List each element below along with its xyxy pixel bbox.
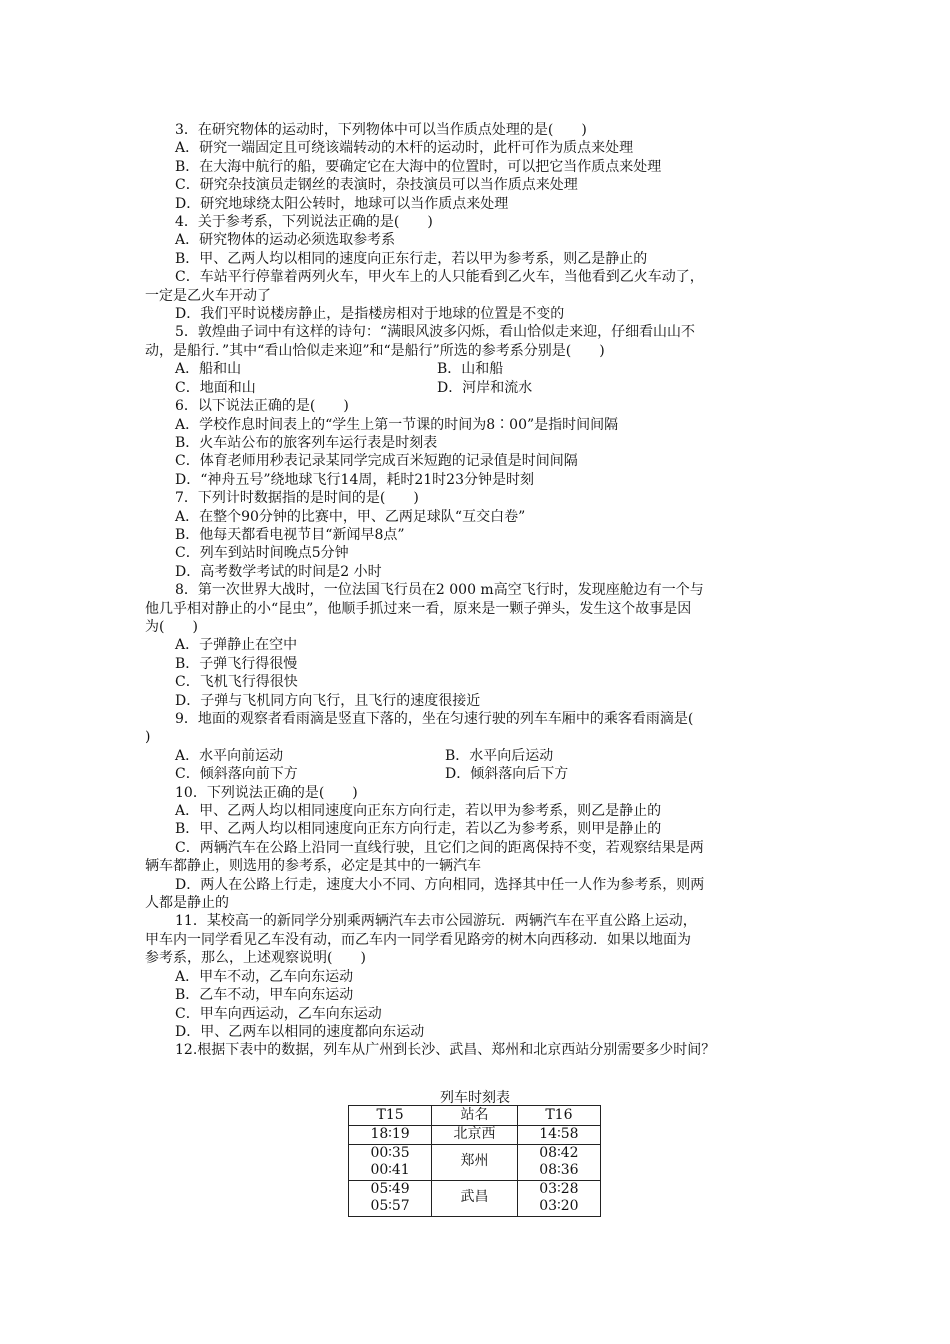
question-3-option-a: A．研究一端固定且可绕该端转动的木杆的运动时，此杆可作为质点来处理: [175, 140, 634, 157]
question-9-option-a: A．水平向前运动: [175, 747, 284, 764]
t15-arrival: 05∶49: [370, 1180, 410, 1197]
timetable-title: 列车时刻表: [440, 1090, 510, 1106]
t16-departure: 08∶36: [539, 1162, 579, 1178]
question-4-option-d: D．我们平时说楼房静止，是指楼房相对于地球的位置是不变的: [175, 306, 565, 323]
header-t16: T16: [517, 1106, 600, 1126]
question-10-option-d-line2: 人都是静止的: [145, 895, 229, 912]
question-3-stem: 3．在研究物体的运动时，下列物体中可以当作质点处理的是( ): [175, 122, 587, 138]
t16-times: [517, 1180, 600, 1216]
question-11-stem-line3: 参考系，那么，上述观察说明( ): [145, 950, 366, 967]
question-8-option-d: D．子弹与飞机同方向飞行，且飞行的速度很接近: [175, 692, 481, 709]
t16-time: 14∶58: [517, 1126, 600, 1145]
timetable-row-wuchang: [349, 1180, 601, 1216]
question-12-stem: 12.根据下表中的数据，列车从广州到长沙、武昌、郑州和北京西站分别需要多少时间？: [175, 1042, 716, 1059]
question-6-option-d: D．“神舟五号”绕地球飞行14周，耗时21时23分钟是时刻: [175, 471, 534, 488]
question-8-stem-line2: 他几乎相对静止的小“昆虫”，他顺手抓过来一看，原来是一颗子弹头，发生这个故事是因: [145, 600, 692, 617]
question-7-option-b: B．他每天都看电视节目“新闻早8点”: [175, 526, 405, 543]
question-11-option-d: D．甲、乙两车以相同的速度都向东运动: [175, 1023, 425, 1040]
question-3-option-b: B．在大海中航行的船，要确定它在大海中的位置时，可以把它当作质点来处理: [175, 158, 662, 175]
question-8-option-a: A．子弹静止在空中: [175, 637, 298, 654]
question-8-option-c: C．飞机飞行得很快: [175, 674, 298, 691]
question-8-stem-line1: 8．第一次世界大战时，一位法国飞行员在2 000 m高空飞行时，发现座舱边有一个与: [175, 582, 704, 599]
question-11-option-c: C．甲车向西运动，乙车向东运动: [175, 1005, 382, 1022]
document-body: [145, 121, 820, 1060]
question-7-stem: 7．下列计时数据指的是时间的是( ): [175, 490, 419, 507]
question-5-option-c: C．地面和山: [175, 379, 256, 396]
header-t15: T15: [349, 1106, 432, 1126]
question-9-stem-line1: 9．地面的观察者看雨滴是竖直下落的，坐在匀速行驶的列车车厢中的乘客看雨滴是(: [175, 711, 694, 727]
question-4-option-c-line1: C．车站平行停靠着两列火车，甲火车上的人只能看到乙火车，当他看到乙火车动了，: [175, 269, 704, 286]
t15-times: [349, 1144, 432, 1180]
question-7-option-d: D．高考数学考试的时间是2 小时: [175, 563, 382, 580]
t15-departure: 00∶41: [370, 1162, 410, 1178]
question-9-options-row2: [145, 765, 820, 783]
question-10-stem: 10．下列说法正确的是( ): [175, 784, 358, 801]
question-6-option-b: B．火车站公布的旅客列车运行表是时刻表: [175, 434, 438, 451]
header-station: 站名: [432, 1106, 518, 1126]
question-5-option-a: A．船和山: [175, 361, 242, 378]
question-6-option-c: C．体育老师用秒表记录某同学完成百米短跑的记录值是时间间隔: [175, 453, 578, 470]
question-5-option-b: B．山和船: [437, 361, 504, 378]
question-7-option-a: A．在整个90分钟的比赛中，甲、乙两足球队“互交白卷”: [175, 508, 526, 525]
station-name: 武昌: [432, 1180, 518, 1216]
question-5-stem-line2: 动，是船行．”其中“看山恰似走来迎”和“是船行”所选的参考系分别是( ): [145, 342, 605, 359]
timetable-row-zhengzhou: [349, 1144, 601, 1180]
question-5-stem-line1: 5．敦煌曲子词中有这样的诗句：“满眼风波多闪烁，看山恰似走来迎，仔细看山山不: [175, 324, 696, 341]
question-11-option-b: B．乙车不动，甲车向东运动: [175, 987, 354, 1004]
question-9-option-b: B．水平向后运动: [445, 747, 554, 764]
timetable-row-beijingxi: [349, 1126, 601, 1145]
question-8-stem-line3: 为( ): [145, 618, 198, 635]
question-6-stem: 6．以下说法正确的是( ): [175, 398, 349, 415]
question-9-options-row1: [145, 747, 820, 765]
question-3-option-d: D．研究地球绕太阳公转时，地球可以当作质点来处理: [175, 195, 509, 212]
question-11-option-a: A．甲车不动，乙车向东运动: [175, 968, 354, 985]
question-4-option-b: B．甲、乙两人均以相同的速度向正东行走，若以甲为参考系，则乙是静止的: [175, 250, 648, 267]
question-9-stem-line2: ): [145, 729, 151, 746]
station-name: 北京西: [432, 1126, 518, 1145]
question-8-option-b: B．子弹飞行得很慢: [175, 655, 298, 672]
question-10-option-c-line1: C．两辆汽车在公路上沿同一直线行驶，且它们之间的距离保持不变，若观察结果是两: [175, 839, 704, 856]
question-11-stem-line1: 11．某校高一的新同学分别乘两辆汽车去市公园游玩．两辆汽车在平直公路上运动，: [175, 913, 697, 930]
t15-arrival: 00∶35: [370, 1144, 410, 1161]
question-10-option-c-line2: 辆车都静止，则选用的参考系，必定是其中的一辆汽车: [145, 858, 481, 875]
question-5-options-row1: [145, 360, 820, 378]
t16-arrival: 08∶42: [539, 1144, 579, 1161]
question-4-stem: 4．关于参考系，下列说法正确的是( ): [175, 214, 433, 231]
station-name: 郑州: [432, 1144, 518, 1180]
question-11-stem-line2: 甲车内一同学看见乙车没有动，而乙车内一同学看见路旁的树木向西移动．如果以地面为: [145, 931, 691, 948]
question-4-option-a: A．研究物体的运动必须选取参考系: [175, 232, 396, 249]
question-4-option-c-line2: 一定是乙火车开动了: [145, 287, 271, 304]
t15-time: 18∶19: [349, 1126, 432, 1145]
question-6-option-a: A．学校作息时间表上的“学生上第一节课的时间为8∶00”是指时间间隔: [175, 416, 619, 433]
question-5-options-row2: [145, 379, 820, 397]
t16-departure: 03∶20: [539, 1198, 579, 1214]
train-timetable: [348, 1105, 601, 1217]
question-9-option-d: D．倾斜落向后下方: [445, 766, 569, 783]
t15-departure: 05∶57: [370, 1198, 410, 1214]
question-10-option-b: B．甲、乙两人均以相同速度向正东方向行走，若以乙为参考系，则甲是静止的: [175, 821, 662, 838]
t15-times: [349, 1180, 432, 1216]
question-7-option-c: C．列车到站时间晚点5分钟: [175, 545, 349, 562]
t16-times: [517, 1144, 600, 1180]
question-5-option-d: D．河岸和流水: [437, 379, 533, 396]
question-3-option-c: C．研究杂技演员走钢丝的表演时，杂技演员可以当作质点来处理: [175, 177, 578, 194]
t16-arrival: 03∶28: [539, 1180, 579, 1197]
question-10-option-d-line1: D．两人在公路上行走，速度大小不同、方向相同，选择其中任一人作为参考系，则两: [175, 876, 705, 893]
question-9-option-c: C．倾斜落向前下方: [175, 766, 298, 783]
timetable-header-row: [349, 1106, 601, 1126]
question-10-option-a: A．甲、乙两人均以相同速度向正东方向行走，若以甲为参考系，则乙是静止的: [175, 803, 662, 820]
